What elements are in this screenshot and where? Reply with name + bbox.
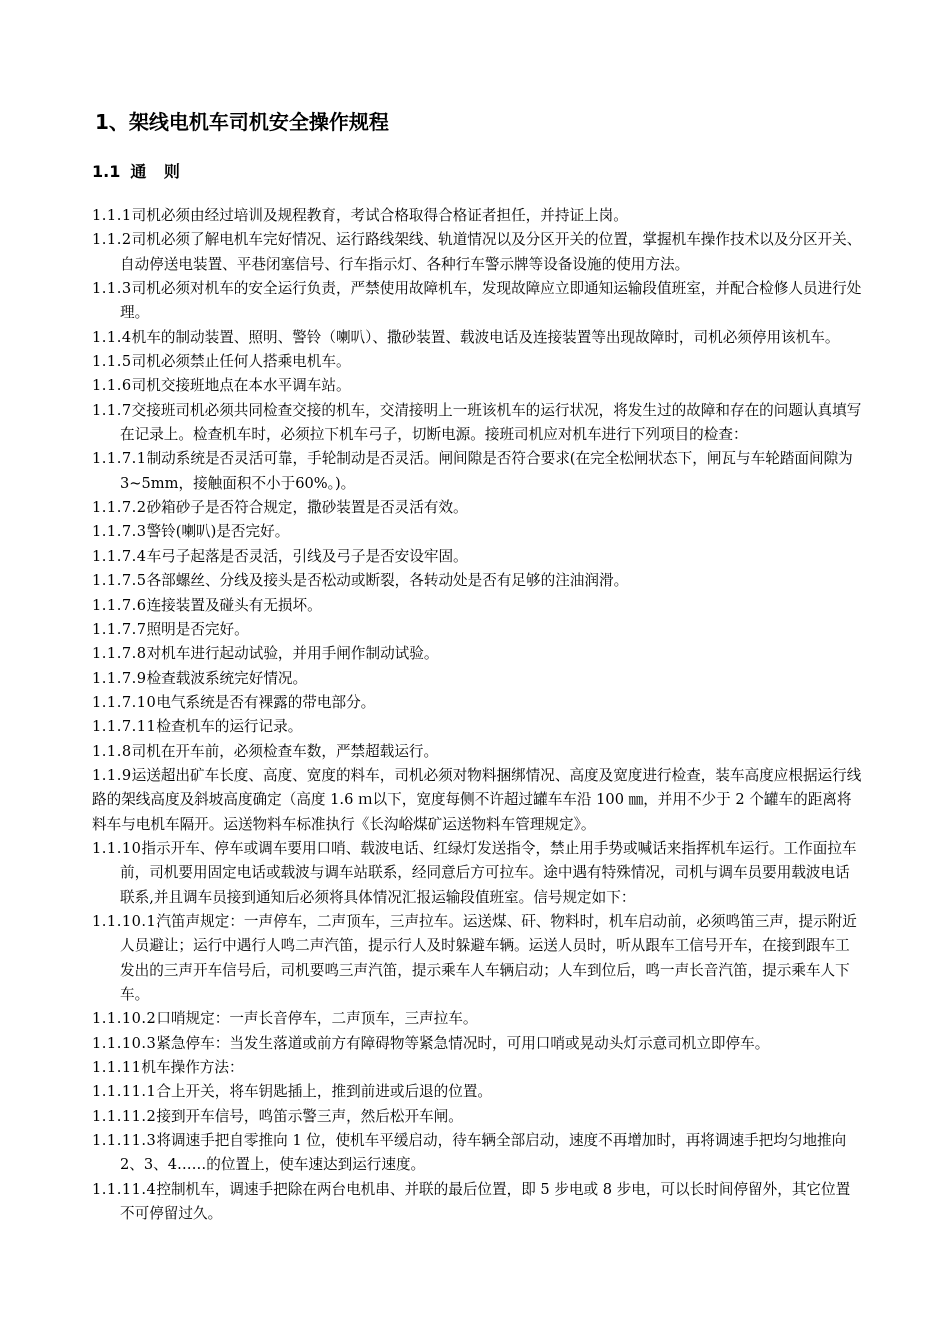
- clause-text: 司机必须由经过培训及规程教育，考试合格取得合格证者担任，并持证上岗。: [131, 207, 628, 224]
- clause-item: [92, 1056, 862, 1080]
- clause-text: 机车操作方法：: [141, 1059, 244, 1077]
- clause-text: 砂箱砂子是否符合规定，撒砂装置是否灵活有效。: [146, 499, 468, 517]
- clause-number: 1.1.10.3: [92, 1034, 157, 1052]
- clause-item: [92, 374, 862, 398]
- clause-text: 司机必须对机车的安全运行负责，严禁使用故障机车，发现故障应立即通知运输段值班室，并配合检修人员进行处理。: [120, 280, 862, 322]
- clause-text: 将调速手把自零推向 1 位，使机车平缓启动，待车辆全部启动，速度不再增加时，再将调速手把均匀地推向 2、3、4……的位置上，使车速达到运行速度。: [120, 1132, 847, 1174]
- clause-number: 1.1.8: [92, 742, 132, 760]
- clause-number: 1.1.2: [92, 231, 132, 249]
- clause-number: 1.1.11.2: [92, 1107, 157, 1125]
- clause-text: 检查载波系统完好情况。: [146, 669, 308, 687]
- clause-item: [92, 520, 862, 544]
- document-title: 1、架线电机车司机安全操作规程: [95, 110, 389, 134]
- section-number: 1.1: [92, 162, 121, 181]
- clause-text: 汽笛声规定：一声停车，二声顶车，三声拉车。运送煤、矸、物料时，机车启动前，必须鸣笛三声，提示附近人员避让；运行中遇行人鸣二声汽笛，提示行人及时躲避车辆。运送人员时，听从跟车工信号开车，在接到跟车工发出的三声开车信号后，司机要鸣三声汽笛，提示乘车人车辆启动；人车到位后，鸣一声长音汽笛，提示乘车人下车。: [120, 912, 857, 1003]
- clause-item: [92, 1007, 862, 1031]
- clause-number: 1.1.7.6: [92, 596, 147, 614]
- clause-item: [92, 326, 862, 350]
- clause-number: 1.1.10.1: [92, 912, 157, 930]
- clause-item: [92, 1129, 862, 1178]
- clause-number: 1.1.10: [92, 839, 142, 857]
- clause-text: 控制机车，调速手把除在两台电机串、并联的最后位置，即 5 步电或 8 步电，可以长时间停留外，其它位置不可停留过久。: [120, 1180, 851, 1223]
- clause-item: [92, 545, 862, 569]
- clause-item: [92, 618, 862, 642]
- clause-number: 1.1.7.5: [92, 572, 147, 590]
- clause-item: [92, 1080, 862, 1104]
- clause-item: [92, 594, 862, 618]
- clause-text: 紧急停车：当发生落道或前方有障碍物等紧急情况时，可用口哨或晃动头灯示意司机立即停车。: [156, 1034, 770, 1052]
- clause-item: [92, 740, 862, 764]
- clause-item: [92, 496, 862, 520]
- clause-text: 检查机车的运行记录。: [156, 718, 303, 736]
- clause-item: [92, 691, 862, 715]
- clause-text: 司机必须禁止任何人搭乘电机车。: [131, 353, 351, 371]
- clause-item: [92, 1032, 862, 1056]
- clause-number: 1.1.11: [92, 1059, 142, 1077]
- clause-number: 1.1.7.10: [92, 693, 157, 711]
- clause-text: 车弓子起落是否灵活，引线及弓子是否安设牢固。: [146, 547, 468, 565]
- clause-number: 1.1.7.2: [92, 499, 147, 517]
- clause-item: [92, 764, 862, 837]
- clause-item: [92, 569, 862, 593]
- clause-text: 电气系统是否有裸露的带电部分。: [156, 693, 376, 711]
- clause-text: 交接班司机必须共同检查交接的机车，交清接明上一班该机车的运行状况，将发生过的故障和存在的问题认真填写在记录上。检查机车时，必须拉下机车弓子，切断电源。接班司机应对机车进行下列项目的检查：: [120, 401, 862, 444]
- clause-item: [92, 447, 862, 496]
- clause-number: 1.1.4: [92, 328, 132, 346]
- clause-item: [92, 910, 862, 1007]
- clause-text: 警铃(喇叭)是否完好。: [146, 523, 290, 541]
- clause-list: [92, 204, 862, 1226]
- clause-text: 对机车进行起动试验，并用手闸作制动试验。: [146, 645, 439, 663]
- clause-number: 1.1.9: [92, 766, 132, 784]
- clause-text: 口哨规定：一声长音停车，二声顶车，三声拉车。: [156, 1010, 478, 1028]
- clause-item: [92, 204, 862, 228]
- clause-number: 1.1.5: [92, 353, 132, 371]
- clause-number: 1.1.7.11: [92, 718, 157, 736]
- clause-number: 1.1.11.1: [92, 1083, 157, 1101]
- clause-number: 1.1.11.4: [92, 1180, 157, 1198]
- section-heading: [92, 160, 186, 184]
- clause-text: 制动系统是否灵活可靠，手轮制动是否灵活。闸间隙是否符合要求(在完全松闸状态下，闸瓦与车轮踏面间隙为3~5mm，接触面积不小于60%。)。: [120, 450, 853, 492]
- clause-item: [92, 715, 862, 739]
- clause-number: 1.1.7.8: [92, 645, 147, 663]
- clause-number: 1.1.3: [92, 280, 132, 298]
- clause-number: 1.1.6: [92, 377, 132, 395]
- clause-text: 合上开关，将车钥匙插上，推到前进或后退的位置。: [156, 1083, 493, 1101]
- clause-text: 各部螺丝、分线及接头是否松动或断裂，各转动处是否有足够的注油润滑。: [146, 572, 629, 590]
- clause-text: 照明是否完好。: [146, 620, 249, 638]
- clause-number: 1.1.7.9: [92, 669, 147, 687]
- clause-text: 司机在开车前，必须检查车数，严禁超载运行。: [131, 742, 439, 760]
- clause-text: 司机必须了解电机车完好情况、运行路线架线、轨道情况以及分区开关的位置，掌握机车操作技术以及分区开关、自动停送电装置、平巷闭塞信号、行车指示灯、各种行车警示牌等设备设施的使用方法。: [120, 231, 862, 273]
- clause-number: 1.1.7.3: [92, 523, 147, 541]
- clause-item: [92, 350, 862, 374]
- clause-number: 1.1.7: [92, 401, 132, 419]
- clause-number: 1.1.1: [92, 207, 132, 224]
- clause-number: 1.1.7.7: [92, 620, 147, 638]
- clause-text: 运送超出矿车长度、高度、宽度的料车，司机必须对物料捆绑情况、高度及宽度进行检查，装车高度应根据运行线路的架线高度及斜坡高度确定（高度 1.6 ｍ以下，宽度每侧不许超过罐车车沿 100 ㎜，并用不少于 2 个罐车的距离将料车与电机车隔开。运送物料车标准执行《长沟峪煤矿运送物料车管理规定》。: [92, 766, 862, 833]
- clause-number: 1.1.7.4: [92, 547, 147, 565]
- clause-text: 连接装置及碰头有无损坏。: [146, 596, 322, 614]
- section-title: 通 则: [130, 162, 186, 181]
- clause-item: [92, 1178, 862, 1227]
- clause-item: [92, 1105, 862, 1129]
- clause-text: 司机交接班地点在本水平调车站。: [131, 377, 351, 395]
- clause-item: [92, 837, 862, 910]
- clause-item: [92, 642, 862, 666]
- clause-text: 指示开车、停车或调车要用口哨、载波电话、红绿灯发送指令，禁止用手势或喊话来指挥机车运行。工作面拉车前，司机要用固定电话或载波与调车站联系，经同意后方可拉车。途中遇有特殊情况，司机与调车员要用载波电话联系,并且调车员接到通知后必须将具体情况汇报运输段值班室。信号规定如下：: [120, 839, 857, 906]
- clause-item: [92, 277, 862, 326]
- clause-number: 1.1.10.2: [92, 1010, 157, 1028]
- clause-item: [92, 667, 862, 691]
- clause-number: 1.1.11.3: [92, 1132, 157, 1150]
- clause-number: 1.1.7.1: [92, 450, 147, 468]
- clause-item: [92, 228, 862, 277]
- clause-item: [92, 399, 862, 448]
- clause-text: 机车的制动装置、照明、警铃（喇叭）、撒砂装置、载波电话及连接装置等出现故障时，司机必须停用该机车。: [131, 328, 840, 346]
- clause-text: 接到开车信号，鸣笛示警三声，然后松开车闸。: [156, 1107, 463, 1125]
